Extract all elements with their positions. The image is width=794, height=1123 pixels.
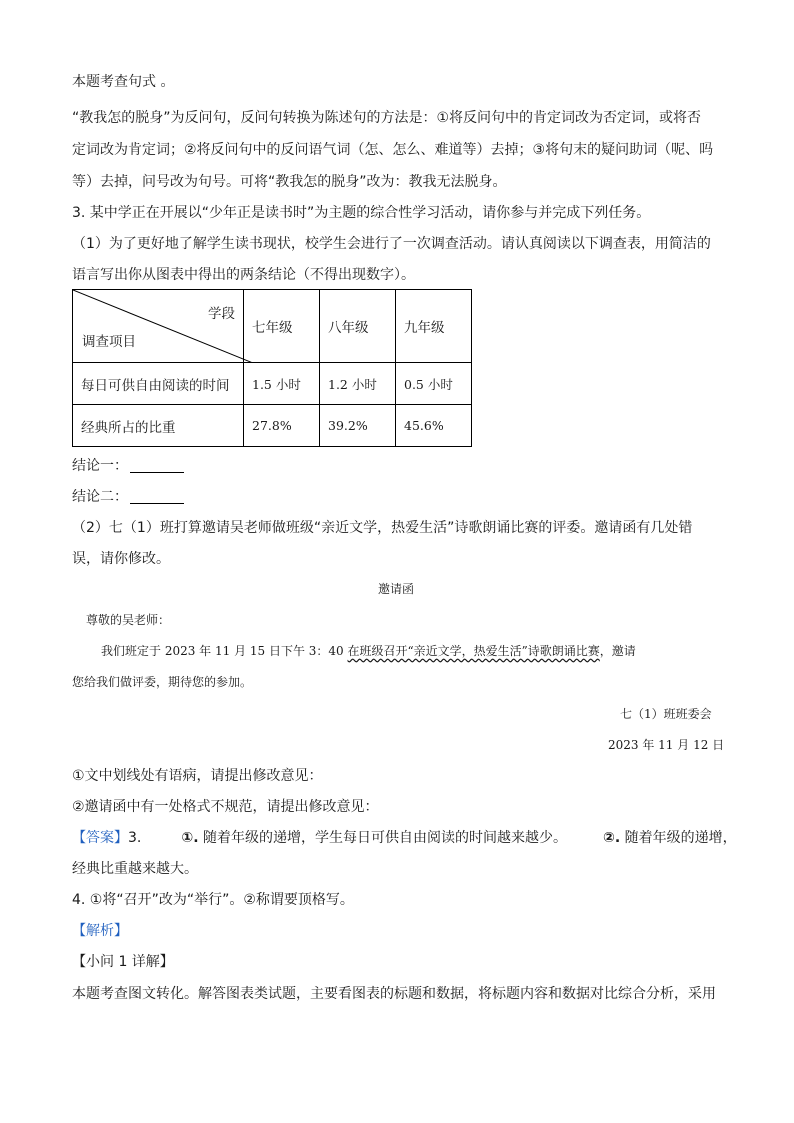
table-header-diagonal-cell bbox=[73, 290, 244, 363]
answer-2-mark: ②. bbox=[602, 830, 621, 846]
answer-label: 【答案】 bbox=[72, 830, 128, 846]
letter-title: 邀请函 bbox=[378, 582, 415, 596]
letter-signature: 七（1）班班委会 bbox=[620, 707, 712, 721]
letter-greeting: 尊敬的吴老师： bbox=[86, 613, 171, 627]
answer-number: 3. bbox=[128, 830, 142, 846]
line-2: “教我怎的脱身”为反问句，反问句转换为陈述句的方法是：①将反问句中的肯定词改为否定词，或将否 bbox=[72, 110, 702, 126]
table-row bbox=[73, 363, 472, 405]
row-label: 经典所占的比重 bbox=[73, 405, 244, 447]
cell-value: 45.6% bbox=[396, 405, 472, 447]
conclusion-2 bbox=[72, 487, 184, 507]
answer-1-mark: ①. bbox=[181, 830, 199, 846]
letter-body-pre: 我们班定于 2023 年 11 月 15 日下午 3：40 bbox=[101, 644, 348, 658]
survey-table bbox=[72, 289, 472, 447]
table-row bbox=[73, 405, 472, 447]
line-5: 3. 某中学正在开展以“少年正是读书时”为主题的综合性学习活动，请你参与并完成下列任务。 bbox=[72, 205, 651, 221]
line-3: 定词改为肯定词；②将反问句中的反问语气词（怎、怎么、难道等）去掉；③将句末的疑问助词（呢、吗 bbox=[72, 142, 714, 158]
letter-body-line-2: 您给我们做评委，期待您的参加。 bbox=[72, 675, 253, 689]
cell-value: 27.8% bbox=[244, 405, 320, 447]
conclusion-1-label: 结论一： bbox=[72, 458, 128, 474]
diagonal-line bbox=[73, 290, 253, 363]
part2-line-1: （2）七（1）班打算邀请吴老师做班级“亲近文学，热爱生活”诗歌朗诵比赛的评委。邀请函有几处错 bbox=[72, 520, 693, 536]
analysis-text: 本题考查图文转化。解答图表类试题，主要看图表的标题和数据，将标题内容和数据对比综合分析，采用 bbox=[72, 986, 716, 1002]
answer-line-1 bbox=[72, 828, 737, 848]
line-6: （1）为了更好地了解学生读书现状，校学生会进行了一次调查活动。请认真阅读以下调查表，用简洁的 bbox=[72, 236, 711, 252]
line-1: 本题考查句式 。 bbox=[72, 74, 175, 90]
row-label: 每日可供自由阅读的时间 bbox=[73, 363, 244, 405]
header-item-label: 调查项目 bbox=[82, 334, 136, 350]
analysis-subheading: 【小问 1 详解】 bbox=[72, 954, 174, 970]
letter-date: 2023 年 11 月 12 日 bbox=[608, 738, 725, 752]
question-1: ①文中划线处有语病，请提出修改意见： bbox=[72, 768, 323, 784]
letter-body-post: ，邀请 bbox=[599, 644, 636, 658]
answer-blank[interactable] bbox=[130, 458, 184, 473]
answer-line-3: 4. ①将“召开”改为“举行”。②称谓要顶格写。 bbox=[72, 892, 354, 908]
line-4: 等）去掉，问号改为句号。可将“教我怎的脱身”改为：教我无法脱身。 bbox=[72, 174, 507, 190]
cell-value: 39.2% bbox=[320, 405, 396, 447]
answer-2-text: 随着年级的递增， bbox=[624, 830, 737, 846]
cell-value: 1.5 小时 bbox=[244, 363, 320, 405]
question-2: ②邀请函中有一处格式不规范，请提出修改意见： bbox=[72, 799, 379, 815]
line-7: 语言写出你从图表中得出的两条结论（不得出现数字）。 bbox=[72, 267, 415, 283]
letter-body-line-1 bbox=[101, 641, 636, 661]
conclusion-2-label: 结论二： bbox=[72, 489, 128, 505]
cell-value: 1.2 小时 bbox=[320, 363, 396, 405]
part2-line-2: 误，请你修改。 bbox=[72, 551, 170, 567]
header-grade-label: 学段 bbox=[208, 306, 235, 322]
answer-1-text: 随着年级的递增，学生每日可供自由阅读的时间越来越少。 bbox=[202, 830, 567, 846]
grade-header-9: 九年级 bbox=[396, 290, 472, 363]
answer-blank[interactable] bbox=[130, 489, 184, 504]
cell-value: 0.5 小时 bbox=[396, 363, 472, 405]
conclusion-1 bbox=[72, 456, 184, 476]
letter-underlined-phrase: 在班级召开“亲近文学，热爱生活”诗歌朗诵比赛 bbox=[347, 644, 600, 658]
analysis-label: 【解析】 bbox=[72, 923, 128, 939]
grade-header-8: 八年级 bbox=[320, 290, 396, 363]
grade-header-7: 七年级 bbox=[244, 290, 320, 363]
answer-line-2: 经典比重越来越大。 bbox=[72, 861, 198, 877]
